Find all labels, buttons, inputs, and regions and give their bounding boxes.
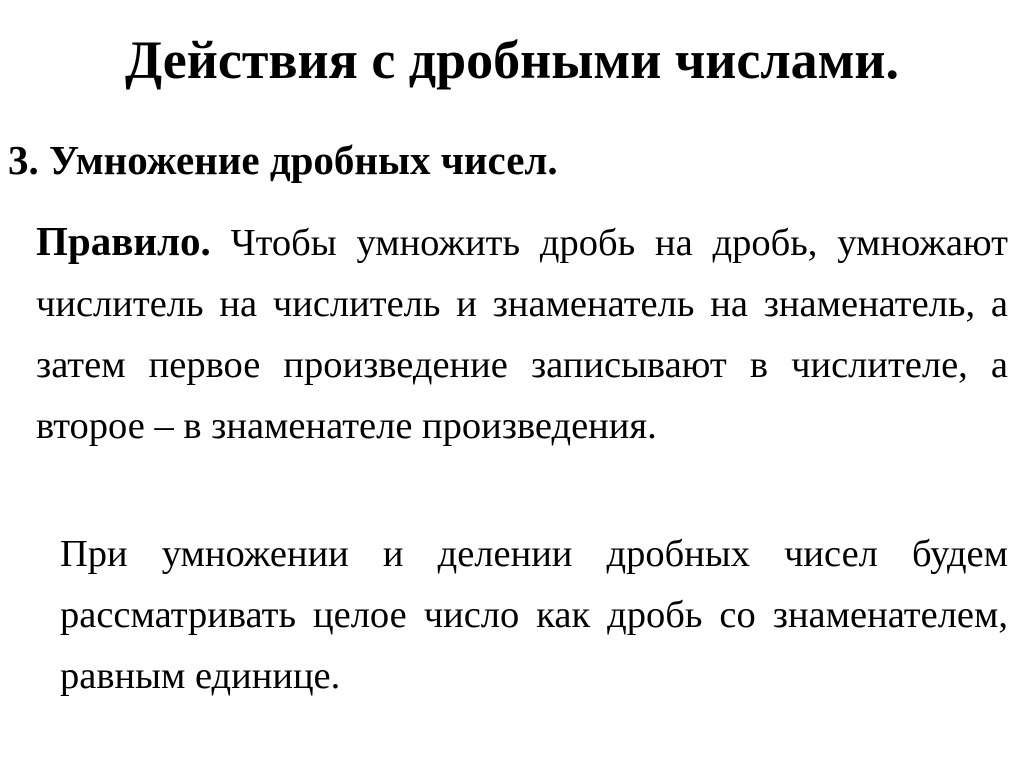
rule-label: Правило. — [36, 218, 211, 264]
rule-paragraph — [36, 211, 1008, 457]
note-paragraph: При умножении и делении дробных чисел будем рассматривать целое число как дробь со знаменателем, равным единице. — [60, 533, 1008, 697]
section-heading: 3. Умножение дробных чисел. — [8, 137, 558, 183]
rule-text: Чтобы умножить дробь на дробь, умножают числитель на числитель и знаменатель на знаменатель, а затем первое произведение записывают в числителе, а второе – в знаменателе произведения. — [36, 222, 1009, 447]
slide-title: Действия с дробными числами. — [124, 30, 900, 90]
